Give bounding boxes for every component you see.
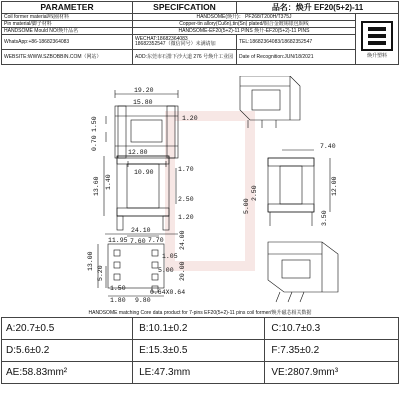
core-cell-ae: AE:58.83mm² [2,362,133,384]
address: ADD:东莞市石排下沙大道 276 号焕升工业园 [133,50,237,65]
dim-2-50-mid: 2.50 [178,196,194,203]
core-cell-d: D:5.6±0.2 [2,340,133,362]
website: WEBSITE:WWW.SZBOBBIN.COM（网站） [2,50,133,65]
dim-5-00-bottom: 5.00 [158,267,174,274]
core-cell-c: C:10.7±0.3 [265,318,399,340]
core-data-table [1,308,399,384]
core-cell-le: LE:47.3mm [133,362,265,384]
whatsapp: WhatsApp:+86-18682364083 [2,35,133,50]
dim-10-90: 10.90 [134,169,154,176]
dim-11-95: 11.95 [108,237,128,244]
dim-1-40: 1.40 [105,174,112,190]
dim-24-00: 24.00 [179,230,186,250]
dim-13-00: 13.00 [87,251,94,271]
dim-7-40: 7.40 [320,143,336,150]
technical-drawing [0,76,400,306]
dim-5-00-right: 5.00 [243,198,250,214]
dim-0-64: 0.64X0.64 [150,289,186,296]
core-cell-ve: VE:2807.9mm³ [265,362,399,384]
dim-0-70-left: 0.70 [91,135,98,151]
tel: TEL:18682364083/18682352547 [237,35,356,50]
dim-1-50-bottom: 1.50 [110,285,126,292]
core-cell-f: F:7.35±0.2 [265,340,399,362]
dim-1-70: 1.70 [178,166,194,173]
dim-12-80: 12.80 [128,149,148,156]
handsome-logo-icon [360,20,394,52]
dim-13-60: 13.60 [93,176,100,196]
dim-7-70: 7.70 [148,237,164,244]
dim-12-00: 12.00 [331,176,338,196]
dim-1-80: 1.80 [110,297,126,304]
mould-no-value: HANDSOME-EF20(5+2)-11 PINS 焕升-EF20(5+2)-11 PINS [133,28,356,35]
dim-7-60: 7.60 [130,238,146,245]
core-data-title: HANDSOME matching Core data product for 7-pins EF20(5+2)-11 pins coil former/焕升磁芯相关数据 [88,310,312,316]
wechat: WECHAT:18682364083 18682352547（微信同号）未满请加 [133,35,237,50]
material-value: HANDSOME(焕升)： PF268/T200H/T375J [133,14,356,21]
core-cell-e: E:15.3±0.5 [133,340,265,362]
dim-2-50-right: 2.50 [251,185,258,201]
dim-1-20-top: 1.20 [182,115,198,122]
dim-20-00: 20.00 [179,261,186,281]
dim-5-20: 5.20 [97,265,104,281]
recognition-date: Date of Recognition:JUN/18/2021 [237,50,356,65]
logo-text: 焕升塑料 [366,52,387,59]
logo-cell [356,14,399,65]
dim-24-10: 24.10 [131,227,151,234]
pin-material-label: Pin material/脚子材料 [2,21,133,28]
iso-view-bottom [268,242,338,302]
core-cell-b: B:10.1±0.2 [133,318,265,340]
header-table [1,1,399,65]
dim-1-05: 1.05 [162,253,178,260]
parameter-heading: PARAMETER [2,2,133,14]
pin-material-value: Copper-tin allory(Cu6n),tin(Sn) plated/铜合金镀锡银包铜线 [133,21,356,28]
dim-1-50-left: 1.50 [91,116,98,132]
mould-no-label: HANDSOME Mould NO/焕升品名 [2,28,133,35]
dim-3-50: 3.50 [321,210,328,226]
product-name: 品名：焕升 EF20(5+2)-11 [237,2,399,14]
core-cell-a: A:20.7±0.5 [2,318,133,340]
dim-1-20-mid: 1.20 [178,214,194,221]
material-label: Coil former material/线圈材料 [2,14,133,21]
dim-9-80: 9.80 [135,297,151,304]
specification-heading: SPECIFCATION [133,2,237,14]
dim-19-20: 19.20 [134,87,154,94]
dim-15-80: 15.80 [133,99,153,106]
